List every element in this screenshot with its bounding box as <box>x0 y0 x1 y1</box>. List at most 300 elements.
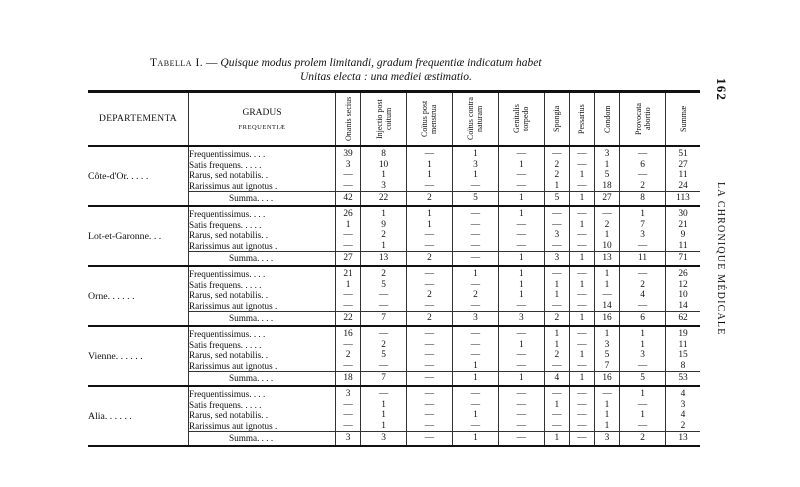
summa-cell: 1 <box>569 372 594 387</box>
table-cell: 3 <box>544 230 569 241</box>
table-cell: — <box>407 146 453 160</box>
summa-label: Summa. . . . <box>189 312 336 327</box>
table-cell: 9 <box>666 230 701 241</box>
table-cell: 7 <box>620 220 666 231</box>
grade-label: Rarissimus aut ignotus . <box>189 301 336 312</box>
table-cell: — <box>569 181 594 192</box>
table-cell: 1 <box>620 410 666 421</box>
summa-cell: 27 <box>336 252 361 267</box>
grade-label: Satis frequens. . . . . <box>189 280 336 291</box>
table-cell: — <box>498 400 544 411</box>
summa-cell: 18 <box>336 372 361 387</box>
table-cell: — <box>407 400 453 411</box>
grade-label: Frequentissimus. . . . <box>189 386 336 400</box>
table-cell: — <box>407 301 453 312</box>
table-cell: 1 <box>620 386 666 400</box>
table-cell: 3 <box>594 340 619 351</box>
grade-label: Frequentissimus. . . . <box>189 326 336 340</box>
table-cell: — <box>569 290 594 301</box>
summa-cell: 1 <box>452 372 498 387</box>
table-cell: — <box>336 241 361 252</box>
table-cell: — <box>407 280 453 291</box>
summa-cell: 1 <box>498 252 544 267</box>
table-cell: 4 <box>666 386 701 400</box>
table-cell: 2 <box>544 170 569 181</box>
method-label: Spongia <box>552 105 562 133</box>
summa-label: Summa. . . . <box>189 372 336 387</box>
caption-label: Tabella I. <box>150 57 204 69</box>
table-cell: — <box>544 421 569 432</box>
table-cell: — <box>361 326 407 340</box>
table-cell: 15 <box>666 350 701 361</box>
summa-cell: 4 <box>544 372 569 387</box>
table-cell: — <box>452 181 498 192</box>
table-cell: 4 <box>666 410 701 421</box>
table-cell: — <box>452 230 498 241</box>
summa-cell: 1 <box>544 432 569 447</box>
table-cell: — <box>336 421 361 432</box>
table-cell: — <box>569 421 594 432</box>
table-cell: — <box>569 400 594 411</box>
table-cell: — <box>336 301 361 312</box>
summa-cell: 3 <box>361 432 407 447</box>
department-name: Côte-d'Or. . . . . <box>88 146 189 206</box>
table-cell: 2 <box>407 290 453 301</box>
table-cell: 1 <box>361 206 407 220</box>
table-cell: — <box>336 340 361 351</box>
table-cell: — <box>407 241 453 252</box>
table-cell: 9 <box>361 220 407 231</box>
summa-cell: 2 <box>407 252 453 267</box>
table-cell: — <box>336 181 361 192</box>
table-cell: 1 <box>498 340 544 351</box>
column-header-method <box>666 92 701 147</box>
department-name: Orne. . . . . . <box>88 266 189 326</box>
table-row <box>88 206 700 220</box>
table-cell: 3 <box>666 400 701 411</box>
table-cell: 3 <box>452 160 498 171</box>
summa-cell: 2 <box>407 192 453 207</box>
table-cell: 27 <box>666 160 701 171</box>
table-cell: — <box>452 241 498 252</box>
summa-cell: 16 <box>594 312 619 327</box>
table-cell: — <box>594 386 619 400</box>
table-cell: — <box>498 326 544 340</box>
grade-label: Rarus, sed notabilis. . <box>189 290 336 301</box>
table-cell: 11 <box>666 340 701 351</box>
summa-cell: 13 <box>361 252 407 267</box>
table-cell: — <box>452 400 498 411</box>
table-cell: — <box>361 386 407 400</box>
summa-cell: 2 <box>544 312 569 327</box>
department-name: Vienne. . . . . . <box>88 326 189 386</box>
table-cell: 1 <box>544 290 569 301</box>
table-cell: 1 <box>544 400 569 411</box>
table-cell: 1 <box>361 421 407 432</box>
table-caption <box>150 56 620 84</box>
table-cell: 2 <box>544 160 569 171</box>
table-cell: 1 <box>452 410 498 421</box>
table-cell: — <box>544 301 569 312</box>
table-cell: 16 <box>336 326 361 340</box>
table-cell: — <box>407 266 453 280</box>
summa-cell: 53 <box>666 372 701 387</box>
table-cell: 26 <box>666 266 701 280</box>
summa-cell: 1 <box>498 372 544 387</box>
table-cell: — <box>407 421 453 432</box>
table-cell: — <box>544 410 569 421</box>
summa-cell: 1 <box>498 192 544 207</box>
table-cell: 1 <box>594 230 619 241</box>
summa-cell: 8 <box>620 192 666 207</box>
table-cell: 2 <box>620 181 666 192</box>
table-cell: 7 <box>594 361 619 372</box>
table-cell: — <box>498 146 544 160</box>
table-cell: — <box>407 350 453 361</box>
table-cell: — <box>620 241 666 252</box>
table-cell: 8 <box>361 146 407 160</box>
table-cell: 1 <box>544 340 569 351</box>
table-cell: — <box>336 400 361 411</box>
table-cell: 1 <box>594 160 619 171</box>
table-cell: 11 <box>666 170 701 181</box>
table-cell: — <box>407 386 453 400</box>
table-cell: — <box>407 361 453 372</box>
table-cell: 21 <box>666 220 701 231</box>
table-cell: 1 <box>544 326 569 340</box>
grade-label: Rarissimus aut ignotus . <box>189 421 336 432</box>
summa-cell: 3 <box>544 252 569 267</box>
summa-cell: 113 <box>666 192 701 207</box>
table-cell: 1 <box>407 220 453 231</box>
running-head <box>707 78 733 412</box>
table-cell: 3 <box>336 160 361 171</box>
frequency-table <box>88 90 700 447</box>
summa-cell: 16 <box>594 372 619 387</box>
table-cell: 1 <box>336 280 361 291</box>
summa-label: Summa. . . . <box>189 192 336 207</box>
department-name: Lot-et-Garonne. . . <box>88 206 189 266</box>
table-cell: 19 <box>666 326 701 340</box>
table-cell: 1 <box>594 266 619 280</box>
table-cell: 14 <box>666 301 701 312</box>
table-cell: 1 <box>620 326 666 340</box>
table-cell: — <box>569 230 594 241</box>
table-cell: — <box>452 386 498 400</box>
table-cell: 3 <box>594 146 619 160</box>
table-cell: 1 <box>361 170 407 181</box>
table-cell: — <box>407 230 453 241</box>
table-cell: 2 <box>361 230 407 241</box>
table-cell: 3 <box>336 386 361 400</box>
gradus-title: GRADUS <box>242 107 282 118</box>
table-cell: 10 <box>666 290 701 301</box>
table-body <box>88 146 700 446</box>
table-cell: 1 <box>594 326 619 340</box>
column-header-method <box>620 92 666 147</box>
table-row <box>88 266 700 280</box>
table-cell: 1 <box>498 280 544 291</box>
table-cell: — <box>498 220 544 231</box>
table-cell: 1 <box>498 266 544 280</box>
table-cell: — <box>594 206 619 220</box>
table-cell: 1 <box>452 266 498 280</box>
table-cell: 1 <box>594 421 619 432</box>
column-header-departement: DEPARTEMENTA <box>88 92 189 147</box>
table-cell: 1 <box>544 181 569 192</box>
caption-line-1: Quisque modus prolem limitandi, gradum frequentiæ indicatum habet <box>220 57 542 69</box>
table-cell: — <box>498 350 544 361</box>
method-label: Summæ <box>678 105 688 133</box>
grade-label: Rarus, sed notabilis. . <box>189 350 336 361</box>
grade-label: Rarus, sed notabilis. . <box>189 170 336 181</box>
summa-cell: 3 <box>498 312 544 327</box>
table-cell: 5 <box>361 350 407 361</box>
summa-cell: 6 <box>620 312 666 327</box>
table-cell: 11 <box>666 241 701 252</box>
summa-cell: 11 <box>620 252 666 267</box>
table-cell: — <box>569 241 594 252</box>
method-label: Genitalis torpedo <box>512 104 531 134</box>
table-cell: 2 <box>336 350 361 361</box>
table-row <box>88 386 700 400</box>
table-cell: 12 <box>666 280 701 291</box>
grade-label: Rarissimus aut ignotus . <box>189 361 336 372</box>
table-cell: — <box>569 160 594 171</box>
table-cell: — <box>336 410 361 421</box>
table-cell: — <box>452 206 498 220</box>
method-label: Coïtus contra naturam <box>466 97 485 141</box>
summa-cell: 22 <box>361 192 407 207</box>
page-number: 162 <box>714 78 729 102</box>
table-cell: 1 <box>620 340 666 351</box>
table-cell: 1 <box>452 170 498 181</box>
table-cell: — <box>498 170 544 181</box>
summa-cell: 62 <box>666 312 701 327</box>
summa-cell: — <box>407 432 453 447</box>
column-header-method <box>452 92 498 147</box>
table-cell: — <box>569 340 594 351</box>
table-cell: — <box>498 361 544 372</box>
table-cell: 1 <box>544 280 569 291</box>
table-cell: — <box>336 290 361 301</box>
table-cell: 1 <box>452 146 498 160</box>
table-cell: — <box>544 361 569 372</box>
summa-cell: 13 <box>594 252 619 267</box>
table-cell: — <box>498 181 544 192</box>
table-cell: — <box>498 241 544 252</box>
summa-cell: 1 <box>569 252 594 267</box>
table-cell: — <box>569 301 594 312</box>
table-cell: — <box>569 410 594 421</box>
table-header-row <box>88 92 700 147</box>
grade-label: Satis frequens. . . . . <box>189 160 336 171</box>
table-cell: 5 <box>361 280 407 291</box>
table-cell: — <box>336 361 361 372</box>
table-cell: — <box>544 146 569 160</box>
table-cell: — <box>407 410 453 421</box>
grade-label: Rarus, sed notabilis. . <box>189 230 336 241</box>
caption-dash: — <box>206 57 221 69</box>
table-cell: 14 <box>594 301 619 312</box>
table-cell: 8 <box>666 361 701 372</box>
table-cell: 1 <box>407 170 453 181</box>
table-cell: 5 <box>594 170 619 181</box>
table-cell: 51 <box>666 146 701 160</box>
table-cell: — <box>569 326 594 340</box>
table-cell: — <box>620 421 666 432</box>
table-cell: 30 <box>666 206 701 220</box>
table-cell: 1 <box>594 400 619 411</box>
method-label: Condom <box>602 105 612 133</box>
column-header-method <box>544 92 569 147</box>
summa-cell: 42 <box>336 192 361 207</box>
summa-cell: 3 <box>336 432 361 447</box>
method-label: Coïtus post menstrua <box>420 100 439 138</box>
grade-label: Satis frequens. . . . . <box>189 340 336 351</box>
table-cell: 3 <box>620 230 666 241</box>
method-label: Onanis secius <box>343 96 353 142</box>
table-cell: 2 <box>594 220 619 231</box>
summa-cell: 1 <box>569 312 594 327</box>
table-cell: 6 <box>620 160 666 171</box>
summa-label: Summa. . . . <box>189 252 336 267</box>
table-cell: — <box>569 206 594 220</box>
grade-label: Frequentissimus. . . . <box>189 266 336 280</box>
table-cell: 2 <box>452 290 498 301</box>
table-cell: 1 <box>498 290 544 301</box>
table-cell: — <box>407 181 453 192</box>
grade-label: Rarissimus aut ignotus . <box>189 241 336 252</box>
table-cell: — <box>452 421 498 432</box>
summa-cell: 13 <box>666 432 701 447</box>
summa-cell: 27 <box>594 192 619 207</box>
table-cell: — <box>620 301 666 312</box>
summa-cell: 2 <box>620 432 666 447</box>
column-header-gradus <box>189 92 336 147</box>
table-cell: 1 <box>620 206 666 220</box>
table-cell: 1 <box>407 206 453 220</box>
gradus-subtitle: FREQUENTIÆ <box>238 123 286 131</box>
table-cell: — <box>498 421 544 432</box>
table-cell: 2 <box>666 421 701 432</box>
table-cell: 26 <box>336 206 361 220</box>
table-cell: — <box>544 220 569 231</box>
summa-cell: — <box>407 372 453 387</box>
summa-cell: 3 <box>594 432 619 447</box>
table-cell: — <box>569 266 594 280</box>
table-cell: 1 <box>594 280 619 291</box>
table-cell: — <box>594 290 619 301</box>
table-cell: 3 <box>620 350 666 361</box>
table-cell: — <box>544 386 569 400</box>
table-cell: — <box>361 290 407 301</box>
grade-label: Satis frequens. . . . . <box>189 220 336 231</box>
grade-label: Rarissimus aut ignotus . <box>189 181 336 192</box>
summa-cell: 71 <box>666 252 701 267</box>
table-cell: — <box>452 280 498 291</box>
table-cell: — <box>620 266 666 280</box>
table-cell: 39 <box>336 146 361 160</box>
caption-line-2: Unitas electa : una mediei æstimatio. <box>300 71 472 83</box>
column-header-method <box>336 92 361 147</box>
table-cell: 2 <box>361 340 407 351</box>
method-label: Pessarius <box>577 104 587 134</box>
table-cell: 1 <box>361 241 407 252</box>
table-cell: — <box>544 266 569 280</box>
summa-cell: — <box>452 252 498 267</box>
table-cell: 1 <box>569 170 594 181</box>
table-cell: 1 <box>407 160 453 171</box>
table-cell: 1 <box>452 361 498 372</box>
table-cell: 1 <box>594 410 619 421</box>
method-label: Injectio post coitum <box>374 99 393 139</box>
table-cell: — <box>452 220 498 231</box>
table-cell: 2 <box>544 350 569 361</box>
table-cell: 2 <box>620 280 666 291</box>
table-cell: — <box>361 361 407 372</box>
summa-cell: 5 <box>544 192 569 207</box>
table-cell: 1 <box>361 410 407 421</box>
table-cell: 1 <box>361 400 407 411</box>
table-cell: — <box>361 301 407 312</box>
summa-cell: 5 <box>452 192 498 207</box>
summa-cell: — <box>498 432 544 447</box>
table-cell: — <box>620 146 666 160</box>
table-cell: 21 <box>336 266 361 280</box>
summa-label: Summa. . . . <box>189 432 336 447</box>
summa-cell: 2 <box>407 312 453 327</box>
journal-title: LA CHRONIQUE MÉDICALE <box>715 182 726 336</box>
column-header-method <box>594 92 619 147</box>
table-cell: — <box>620 170 666 181</box>
table-cell: 18 <box>594 181 619 192</box>
table-cell: — <box>620 400 666 411</box>
summa-cell: 1 <box>452 432 498 447</box>
summa-cell: — <box>569 432 594 447</box>
table-cell: — <box>544 206 569 220</box>
table-cell: — <box>569 386 594 400</box>
table-cell: — <box>498 410 544 421</box>
table-cell: — <box>452 340 498 351</box>
table-cell: — <box>498 301 544 312</box>
column-header-method <box>361 92 407 147</box>
table-cell: — <box>620 361 666 372</box>
table-cell: — <box>336 170 361 181</box>
table-cell: 1 <box>498 206 544 220</box>
table-cell: 2 <box>361 266 407 280</box>
method-label: Provocata abortio <box>633 103 652 135</box>
table-cell: 4 <box>620 290 666 301</box>
table-cell: — <box>452 326 498 340</box>
summa-cell: 1 <box>569 192 594 207</box>
table-cell: 1 <box>336 220 361 231</box>
summa-cell: 3 <box>452 312 498 327</box>
grade-label: Frequentissimus. . . . <box>189 206 336 220</box>
table-cell: 5 <box>594 350 619 361</box>
grade-label: Frequentissimus. . . . <box>189 146 336 160</box>
table-cell: 24 <box>666 181 701 192</box>
column-header-method <box>569 92 594 147</box>
summa-cell: 7 <box>361 372 407 387</box>
table-cell: — <box>452 301 498 312</box>
summa-cell: 5 <box>620 372 666 387</box>
table-cell: — <box>336 230 361 241</box>
table-cell: — <box>407 326 453 340</box>
summa-cell: 7 <box>361 312 407 327</box>
grade-label: Satis frequens. . . . . <box>189 400 336 411</box>
table-cell: 10 <box>361 160 407 171</box>
